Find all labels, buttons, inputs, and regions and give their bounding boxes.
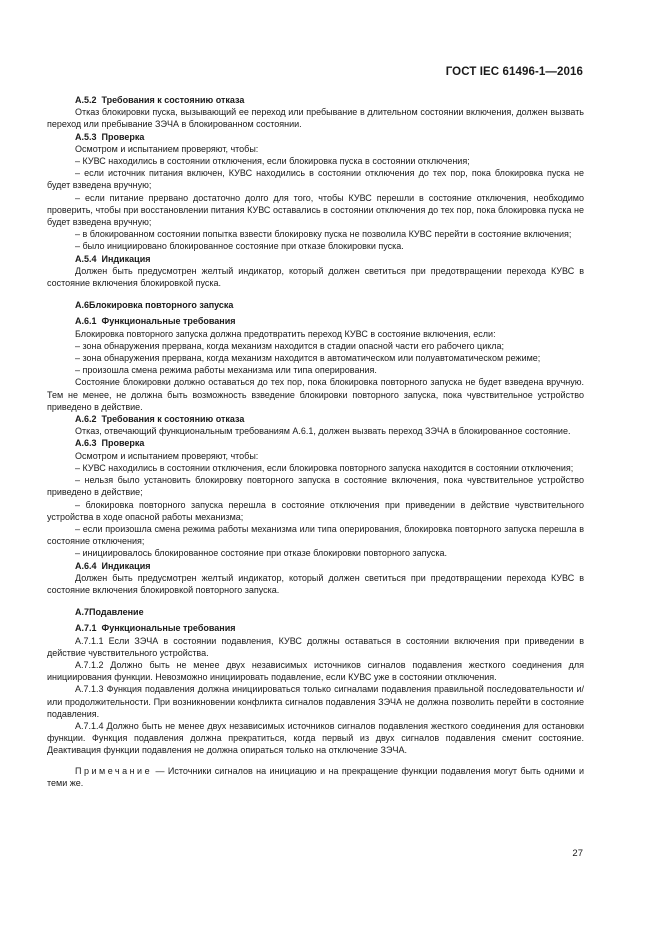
heading-number: A.6.1 [75, 316, 97, 327]
paragraph: – зона обнаружения прервана, когда механизм находится в стадии опасной части его рабочего цикла; [75, 340, 505, 351]
section-heading [47, 299, 584, 311]
subsection-heading [47, 413, 584, 425]
paragraph: А.7.1.3 Функция подавления должна инициироваться только сигналами подавления правильной последовательности и/или продолжительности. При возникновении конфликта сигналов подавления ЗЭЧА не должна позволить перейти в состояние подавления. [47, 684, 584, 719]
page-number: 27 [572, 848, 583, 859]
paragraph: – КУВС находились в состоянии отключения, если блокировка пуска в состоянии отключения; [75, 156, 470, 167]
paragraph: Должен быть предусмотрен желтый индикатор, который должен светиться при предотвращении перехода КУВС в состояние включения блокировкой повторного запуска. [47, 572, 584, 595]
paragraph: Должен быть предусмотрен желтый индикатор, который должен светиться при предотвращении перехода КУВС в состояние включения блокировкой пуска. [47, 265, 584, 289]
paragraph: – если питание прервано достаточно долго для того, чтобы КУВС перешли в состояние отключения, необходимо проверить, чтобы при восстановлении питания КУВС оставались в состоянии отключения до тех пор, пока блокировка пуска не будет взведена вручную; [47, 192, 584, 228]
document-header: ГОСТ IEC 61496-1—2016 [445, 66, 583, 78]
heading-text: Индикация [101, 560, 151, 571]
paragraph: – инициировалось блокированное состояние при отказе блокировки повторного запуска. [75, 548, 448, 559]
heading-number: A.6.2 [75, 414, 97, 425]
paragraph: – если произошла смена режима работы механизма или типа оперирования, блокировка повторного запуска перешла в состояние отключения; [47, 523, 584, 547]
heading-number: A.7 [75, 607, 90, 618]
paragraph: А.7.1.4 Должно быть не менее двух независимых источников сигналов подавления жесткого соединения для остановки функции. Функция подавления должна прекратиться, когда первый из двух сигналов подавления сменит состояние. Деактивация функции подавления не должна опираться только на отключение ЗЭЧА. [47, 720, 584, 756]
paragraph: Блокировка повторного запуска должна предотвратить переход КУВС в состояние включения, если: [75, 328, 496, 339]
subsection-heading [47, 315, 584, 327]
heading-text: Проверка [101, 131, 145, 142]
paragraph: – было инициировано блокированное состояние при отказе блокировки пуска. [75, 241, 404, 252]
note-label: Примечание [75, 765, 153, 776]
heading-number: A.5.3 [75, 131, 97, 142]
heading-text: Индикация [101, 253, 151, 264]
paragraph: А.7.1.1 Если ЗЭЧА в состоянии подавления, КУВС должны оставаться в состоянии включения при приведении в действие чувствительного устройства. [47, 635, 584, 658]
paragraph: – в блокированном состоянии попытка взвести блокировку пуска не позволила КУВС перейти в состояние включения; [75, 229, 572, 240]
paragraph: Осмотром и испытанием проверяют, чтобы: [75, 450, 259, 461]
subsection-heading [47, 94, 584, 106]
subsection-heading [47, 437, 584, 449]
heading-number: A.5.2 [75, 95, 97, 105]
paragraph: – блокировка повторного запуска перешла в состояние отключения при приведении в действие чувствительного устройства в ходе опасной работы механизма; [47, 499, 584, 522]
heading-number: A.6.3 [75, 438, 97, 449]
heading-number: A.6 [75, 300, 90, 311]
subsection-heading [47, 131, 584, 143]
paragraph: – произошла смена режима работы механизма или типа оперирования. [75, 365, 377, 376]
heading-text: Подавление [89, 607, 144, 618]
heading-number: A.7.1 [75, 623, 97, 634]
paragraph: – зона обнаружения прервана, когда механизм находится в автоматическом или полуавтоматическом режиме; [75, 353, 541, 364]
paragraph: Отказ блокировки пуска, вызывающий ее переход или пребывание в длительном состоянии включения, должен вызвать переход или пребывание ЗЭЧА в блокированном состоянии. [47, 107, 584, 130]
paragraph: Состояние блокировки должно оставаться до тех пор, пока блокировка повторного запуска не будет взведена вручную. Тем не менее, не должна быть возможность взведение блокировки повторного запуска, пока чувствительное устройство приведено в действие. [47, 377, 584, 412]
paragraph: – КУВС находились в состоянии отключения, если блокировка повторного запуска находится в состоянии отключения; [75, 462, 574, 473]
paragraph: Осмотром и испытанием проверяют, чтобы: [75, 143, 259, 154]
heading-text: Требования к состоянию отказа [101, 95, 245, 105]
subsection-heading [47, 622, 584, 634]
heading-number: A.6.4 [75, 560, 97, 571]
heading-text: Функциональные требования [101, 623, 236, 634]
paragraph: А.7.1.2 Должно быть не менее двух независимых источников сигналов подавления жесткого соединения для инициирования функции. Невозможно инициировать подавление, если КУВС уже в состоянии отключения. [47, 659, 584, 683]
heading-text: Блокировка повторного запуска [89, 300, 234, 311]
heading-text: Функциональные требования [101, 316, 236, 327]
section-heading [47, 606, 584, 618]
document-body [47, 94, 584, 789]
note [47, 765, 584, 789]
paragraph: – если источник питания включен, КУВС находились в состоянии отключения до тех пор, пока блокировка пуска не будет взведена вручную; [47, 168, 584, 191]
heading-text: Проверка [101, 438, 145, 449]
subsection-heading [47, 560, 584, 572]
paragraph: Отказ, отвечающий функциональным требованиям А.6.1, должен вызвать переход ЗЭЧА в блокированное состояние. [75, 426, 571, 437]
heading-number: A.5.4 [75, 253, 97, 264]
paragraph: – нельзя было установить блокировку повторного запуска в состояние включения, пока чувствительное устройство приведено в действие; [47, 475, 584, 498]
heading-text: Требования к состоянию отказа [101, 414, 245, 425]
note-text: — Источники сигналов на инициацию и на прекращение функции подавления могут быть одними и теми же. [47, 765, 584, 788]
subsection-heading [47, 253, 584, 265]
